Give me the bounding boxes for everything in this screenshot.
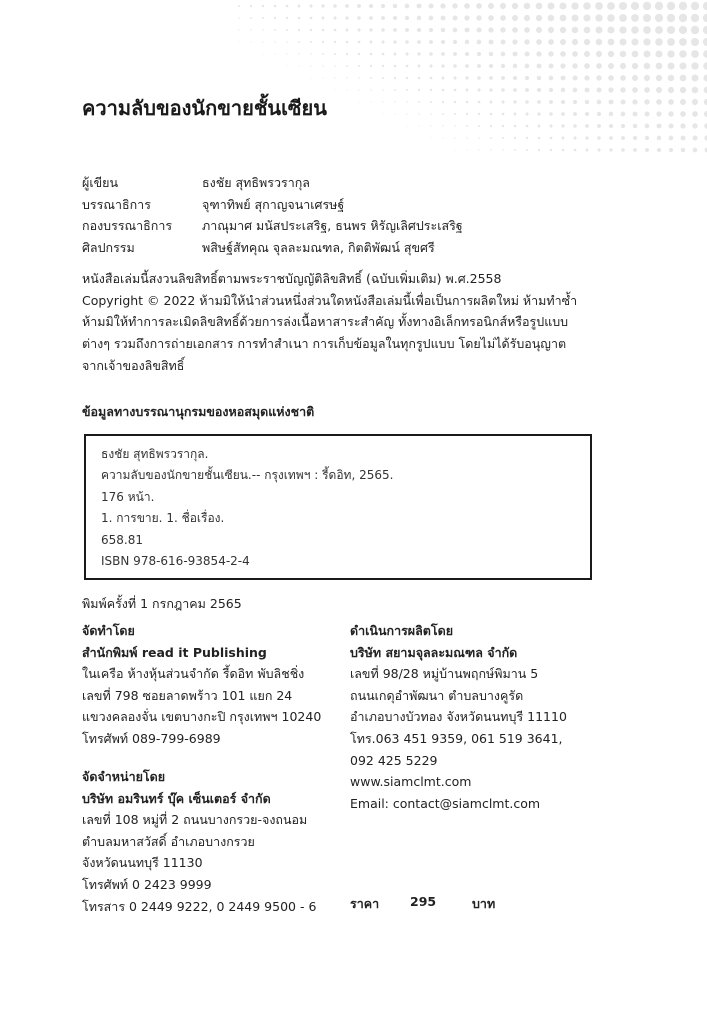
publisher-line: แขวงคลองจั่น เขตบางกะปิ กรุงเทพฯ 10240 <box>82 709 322 725</box>
credit-row-editorial-team <box>82 215 463 237</box>
copyright-line: Copyright © 2022 ห้ามมิให้นำส่วนหนึ่งส่วนใดหนังสือเล่มนี้เพื่อเป็นการผลิตใหม่ ห้ามทำซ้ำ <box>82 292 578 308</box>
production-block <box>350 620 610 814</box>
copyright-line: ต่างๆ รวมถึงการถ่ายเอกสาร การทำสำเนา การเก็บข้อมูลในทุกรูปแบบ โดยไม่ได้รับอนุญาต <box>82 336 567 352</box>
credits-list <box>82 172 463 259</box>
publisher-name: สำนักพิมพ์ read it Publishing <box>82 644 267 660</box>
cip-line: ISBN 978-616-93854-2-4 <box>101 554 250 569</box>
production-email: Email: contact@siamclmt.com <box>350 795 541 811</box>
credit-row-art <box>82 237 463 259</box>
publisher-line: ในเครือ ห้างหุ้นส่วนจำกัด รี้ดอิท พับลิชชิ่ง <box>82 666 305 682</box>
production-line: เลขที่ 98/28 หมู่บ้านพฤกษ์พิมาน 5 <box>350 666 539 682</box>
distributor-line: โทรสาร 0 2449 9222, 0 2449 9500 - 6 <box>82 898 317 914</box>
cip-heading: ข้อมูลทางบรรณานุกรมของหอสมุดแห่งชาติ <box>82 404 315 419</box>
cip-line: 1. การขาย. 1. ชื่อเรื่อง. <box>101 511 225 526</box>
credit-value: ธงชัย สุทธิพรวรากุล <box>202 175 310 190</box>
price-value: 295 <box>410 894 437 909</box>
credit-row-author <box>82 172 463 194</box>
credit-label: กองบรรณาธิการ <box>82 218 173 234</box>
cip-line: ธงชัย สุทธิพรวรากุล. <box>101 447 209 461</box>
credit-label: ศิลปกรรม <box>82 240 135 256</box>
copyright-line: จากเจ้าของลิขสิทธิ์ <box>82 357 185 373</box>
distributor-line: ตำบลมหาสวัสดิ์ อำเภอบางกรวย <box>82 833 255 849</box>
credit-value: พสิษฐ์สัทคุณ จุลละมณฑล, กิตติพัฒน์ สุขศรี <box>202 240 435 256</box>
distributor-line: โทรศัพท์ 0 2423 9999 <box>82 876 212 892</box>
credit-label: บรรณาธิการ <box>82 196 151 212</box>
price-line <box>350 894 495 914</box>
production-website: www.siamclmt.com <box>350 774 472 790</box>
production-name: บริษัท สยามจุลละมณฑล จำกัด <box>350 644 518 660</box>
credit-label: ผู้เขียน <box>82 175 119 190</box>
credit-row-editor <box>82 194 463 216</box>
publisher-line: เลขที่ 798 ซอยลาดพร้าว 101 แยก 24 <box>82 687 293 703</box>
production-line: ถนนเกดุอำพัฒนา ตำบลบางคูรัด <box>350 687 524 703</box>
credit-value: ภาณุมาศ มนัสประเสริฐ, ธนพร หิรัญเลิศประเสริฐ <box>202 218 463 234</box>
print-date: พิมพ์ครั้งที่ 1 กรกฎาคม 2565 <box>82 596 242 611</box>
distributor-heading: จัดจำหน่ายโดย <box>82 769 166 784</box>
production-line: อำเภอบางบัวทอง จังหวัดนนทบุรี 11110 <box>350 709 567 725</box>
distributor-name: บริษัท อมรินทร์ บุ๊ค เซ็นเตอร์ จำกัด <box>82 790 271 806</box>
cip-line: 176 หน้า. <box>101 489 155 504</box>
cip-line: 658.81 <box>101 532 143 547</box>
production-line: โทร.063 451 9359, 061 519 3641, <box>350 730 563 746</box>
production-line: 092 425 5229 <box>350 752 438 768</box>
production-heading: ดำเนินการผลิตโดย <box>350 623 454 638</box>
price-unit: บาท <box>472 896 496 911</box>
distributor-line: จังหวัดนนทบุรี 11130 <box>82 855 203 871</box>
distributor-block <box>82 766 337 917</box>
publisher-block <box>82 620 337 750</box>
price-label: ราคา <box>350 896 380 911</box>
halftone-dot-pattern <box>227 0 707 160</box>
copyright-line: หนังสือเล่มนี้สงวนลิขสิทธิ์ตามพระราชบัญญัติลิขสิทธิ์ (ฉบับเพิ่มเติม) พ.ศ.2558 <box>82 271 502 286</box>
publisher-line: โทรศัพท์ 089-799-6989 <box>82 730 221 746</box>
cip-line: ความลับของนักขายชั้นเซียน.-- กรุงเทพฯ : รี้ดอิท, 2565. <box>101 468 394 483</box>
copyright-notice <box>82 268 602 377</box>
cip-box <box>84 434 592 580</box>
copyright-line: ห้ามมิให้ทำการละเมิดลิขสิทธิ์ด้วยการล่งเนื้อหาสาระสำคัญ ทั้งทางอิเล็กทรอนิกส์หรือรูปแบบ <box>82 314 569 330</box>
credit-value: จุฑาทิพย์ สุกาญจนาเศรษฐ์ <box>202 196 345 212</box>
publisher-heading: จัดทำโดย <box>82 623 135 638</box>
distributor-line: เลขที่ 108 หมู่ที่ 2 ถนนบางกรวย-จงถนอม <box>82 812 308 828</box>
book-title: ความลับของนักขายชั้นเซียน <box>82 96 327 120</box>
